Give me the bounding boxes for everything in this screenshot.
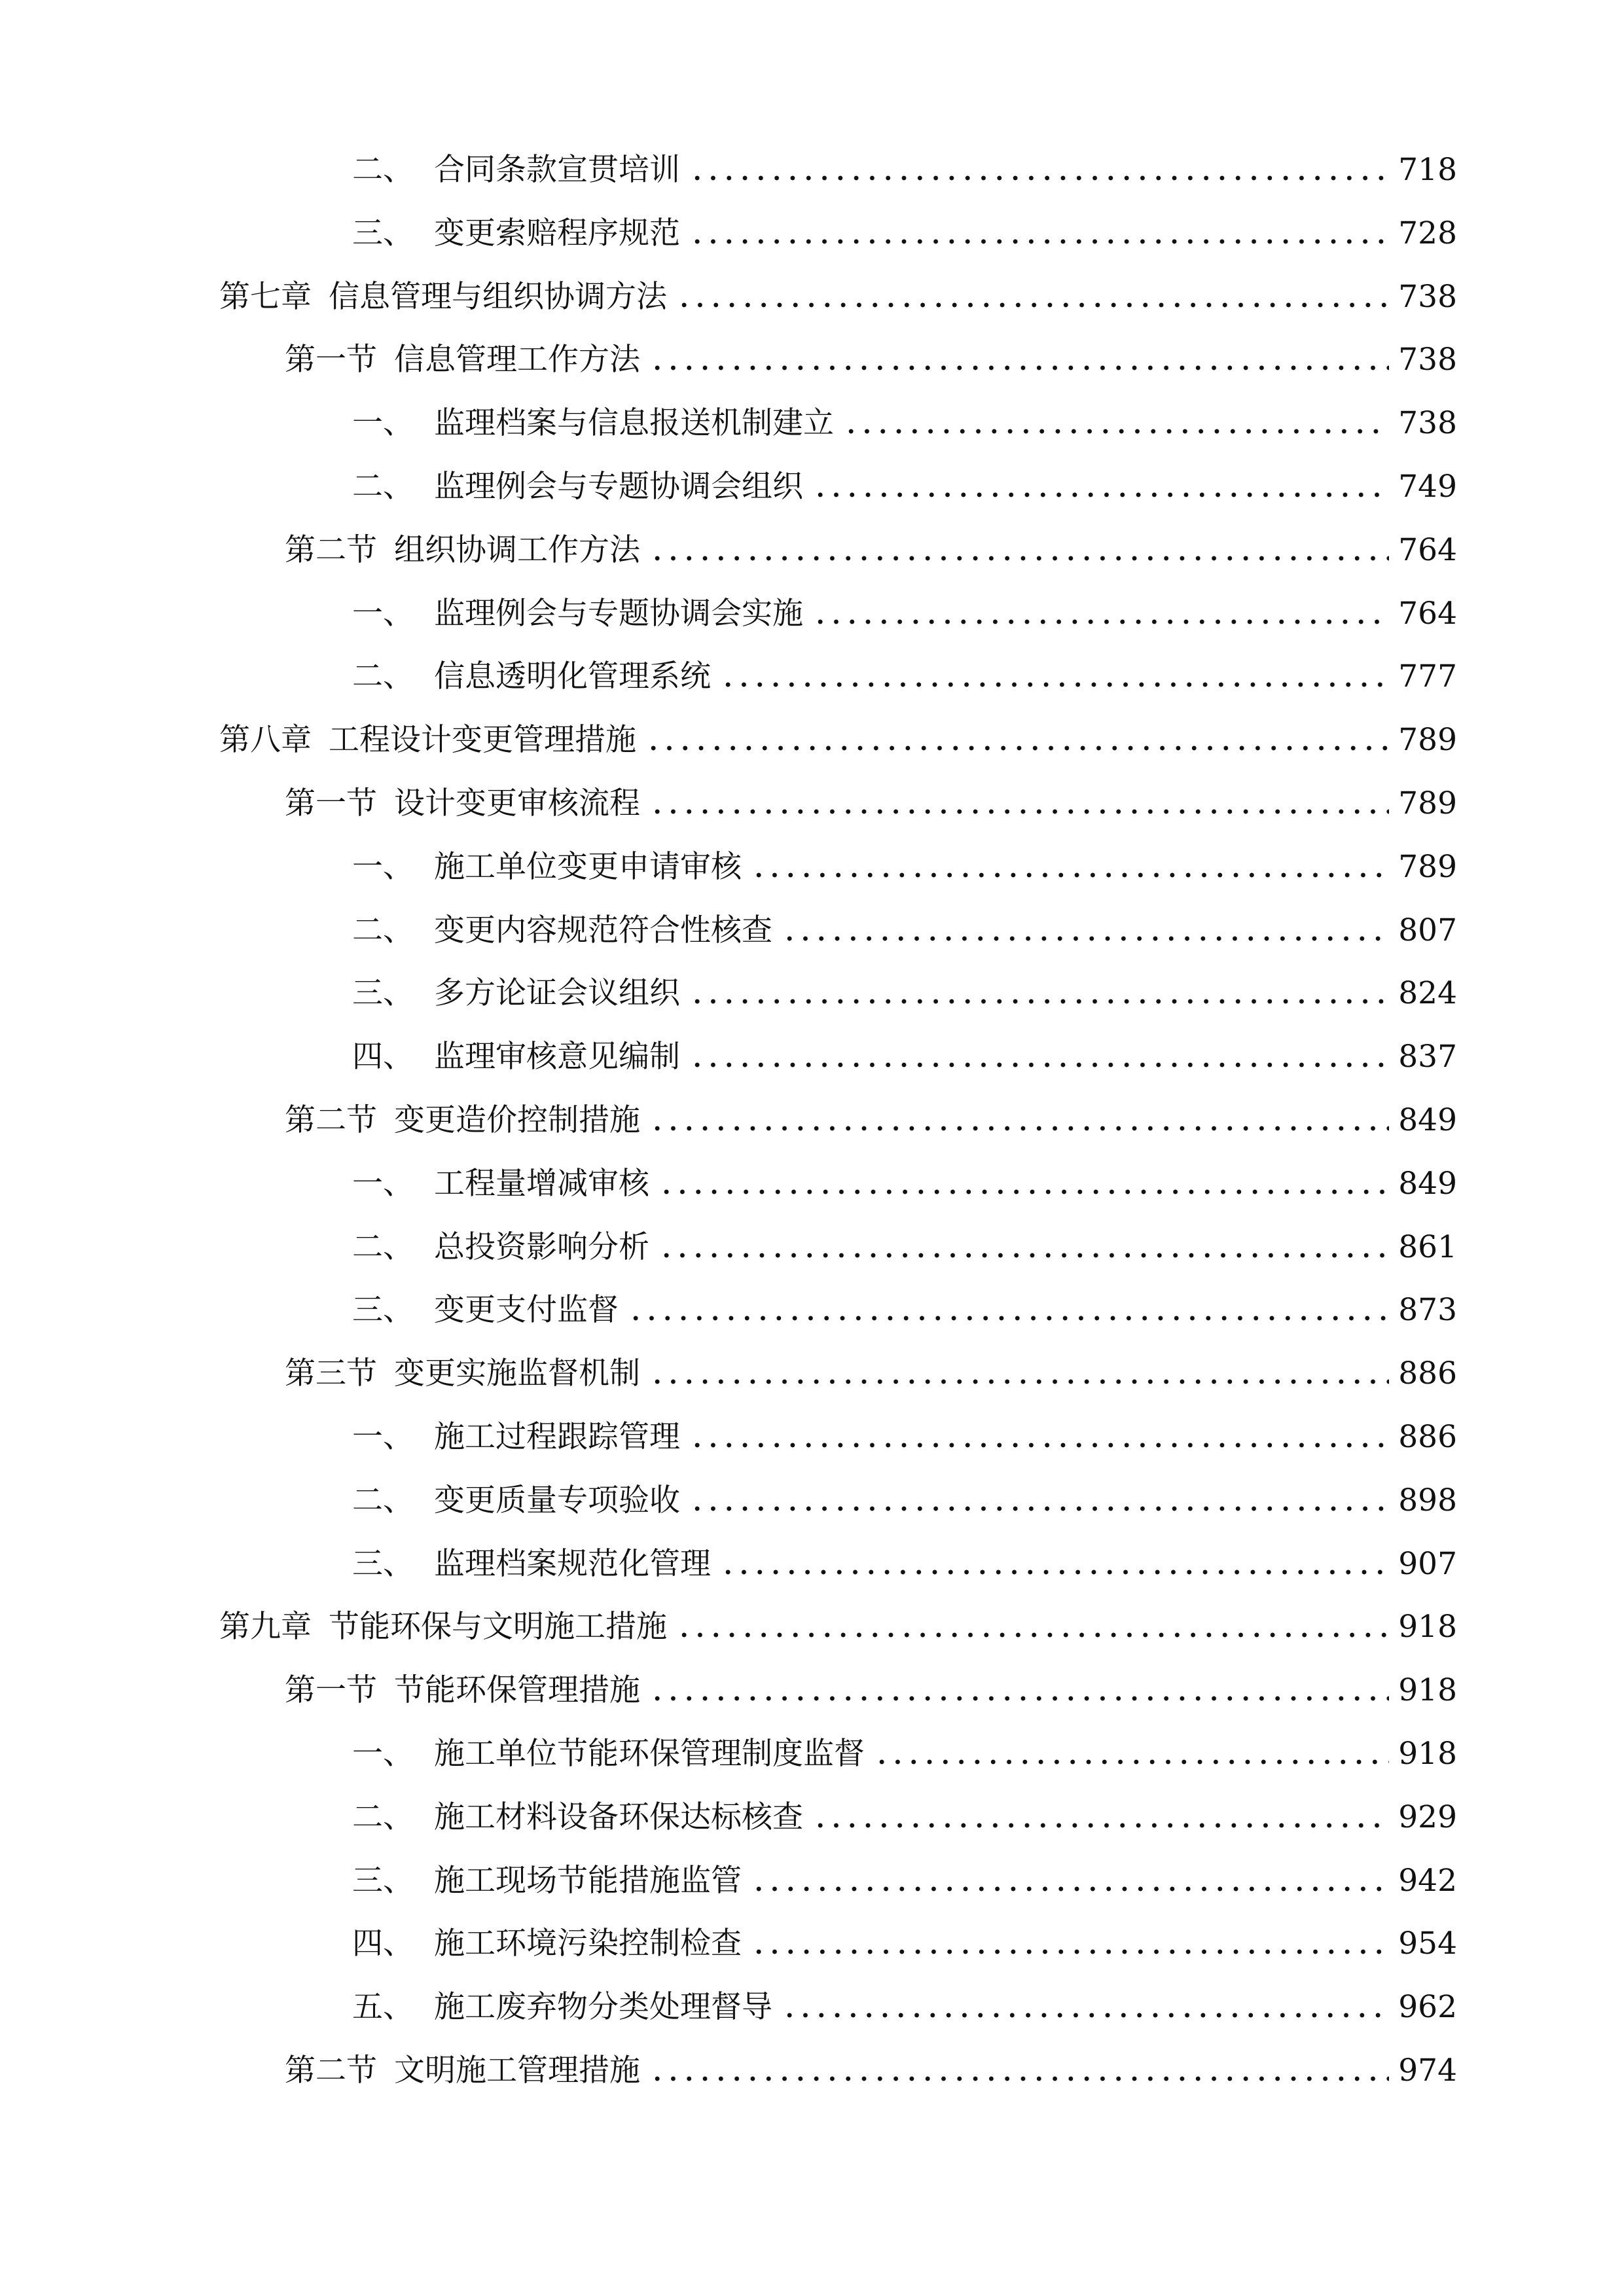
toc-entry-number: 二、 bbox=[352, 1229, 414, 1265]
toc-entry-number: 五、 bbox=[352, 1989, 414, 2026]
toc-page-number: 789 bbox=[1398, 722, 1457, 759]
dot-leader bbox=[812, 618, 1389, 626]
dot-leader bbox=[689, 1505, 1389, 1513]
toc-page-number: 837 bbox=[1398, 1039, 1457, 1075]
toc-subsection-entry[interactable] bbox=[352, 1797, 1457, 1839]
toc-entry-number: 第二节 bbox=[285, 2053, 377, 2089]
dot-leader bbox=[751, 871, 1389, 879]
toc-page-number: 824 bbox=[1398, 975, 1457, 1012]
toc-entry-title: 变更支付监督 bbox=[434, 1292, 619, 1329]
toc-section-entry[interactable] bbox=[285, 783, 1457, 825]
dot-leader bbox=[751, 1948, 1389, 1956]
toc-subsection-entry[interactable] bbox=[352, 910, 1457, 952]
dot-leader bbox=[812, 491, 1389, 499]
toc-entry-title: 监理例会与专题协调会实施 bbox=[434, 595, 803, 632]
toc-entry-number: 二、 bbox=[352, 469, 414, 505]
dot-leader bbox=[843, 427, 1389, 435]
toc-section-entry[interactable] bbox=[285, 1670, 1457, 1712]
toc-entry-title: 施工过程跟踪管理 bbox=[434, 1419, 680, 1455]
toc-entry-title: 施工现场节能措施监管 bbox=[434, 1862, 742, 1899]
toc-entry-title: 监理档案规范化管理 bbox=[434, 1545, 711, 1582]
toc-entry-title: 施工单位节能环保管理制度监督 bbox=[434, 1736, 865, 1772]
toc-entry-number: 第一节 bbox=[285, 1672, 377, 1709]
toc-entry-number: 二、 bbox=[352, 1482, 414, 1518]
dot-leader bbox=[812, 1821, 1389, 1829]
dot-leader bbox=[645, 744, 1389, 752]
dot-leader bbox=[751, 1885, 1389, 1893]
toc-section-entry[interactable] bbox=[285, 2050, 1457, 2092]
dot-leader bbox=[649, 1378, 1389, 1386]
dot-leader bbox=[689, 174, 1389, 182]
toc-page-number: 728 bbox=[1398, 215, 1457, 251]
toc-page-number: 886 bbox=[1398, 1355, 1457, 1392]
toc-entry-title: 变更索赔程序规范 bbox=[434, 215, 680, 251]
toc-page-number: 849 bbox=[1398, 1165, 1457, 1202]
toc-subsection-entry[interactable] bbox=[352, 593, 1457, 635]
toc-entry-number: 第二节 bbox=[285, 531, 377, 568]
toc-entry-title: 工程设计变更管理措施 bbox=[329, 722, 636, 759]
toc-subsection-entry[interactable] bbox=[352, 1923, 1457, 1965]
dot-leader bbox=[659, 1251, 1389, 1259]
dot-leader bbox=[649, 1124, 1389, 1132]
toc-entry-title: 节能环保管理措施 bbox=[394, 1672, 640, 1709]
dot-leader bbox=[720, 1568, 1389, 1576]
toc-page-number: 962 bbox=[1398, 1989, 1457, 2026]
toc-subsection-entry[interactable] bbox=[352, 846, 1457, 888]
toc-entry-title: 监理例会与专题协调会组织 bbox=[434, 469, 803, 505]
toc-entry-title: 多方论证会议组织 bbox=[434, 975, 680, 1012]
dot-leader bbox=[874, 1758, 1389, 1766]
toc-page-number: 777 bbox=[1398, 658, 1457, 695]
dot-leader bbox=[689, 1061, 1389, 1069]
toc-subsection-entry[interactable] bbox=[352, 403, 1457, 444]
toc-page-number: 718 bbox=[1398, 152, 1457, 188]
dot-leader bbox=[689, 238, 1389, 245]
dot-leader bbox=[676, 301, 1389, 309]
toc-page-number: 849 bbox=[1398, 1102, 1457, 1138]
toc-entry-title: 信息管理与组织协调方法 bbox=[329, 278, 667, 315]
dot-leader bbox=[628, 1314, 1389, 1322]
toc-subsection-entry[interactable] bbox=[352, 1416, 1457, 1458]
dot-leader bbox=[782, 935, 1389, 942]
toc-subsection-entry[interactable] bbox=[352, 1986, 1457, 2028]
toc-page-number: 929 bbox=[1398, 1799, 1457, 1835]
toc-chapter-entry[interactable] bbox=[219, 276, 1457, 318]
dot-leader bbox=[720, 681, 1389, 689]
toc-page-number: 898 bbox=[1398, 1482, 1457, 1518]
toc-entry-title: 变更内容规范符合性核查 bbox=[434, 912, 772, 948]
toc-chapter-entry[interactable] bbox=[219, 1606, 1457, 1648]
toc-entry-number: 一、 bbox=[352, 848, 414, 885]
toc-entry-number: 一、 bbox=[352, 595, 414, 632]
toc-entry-title: 设计变更审核流程 bbox=[394, 785, 640, 821]
toc-page-number: 907 bbox=[1398, 1545, 1457, 1582]
toc-subsection-entry[interactable] bbox=[352, 1227, 1457, 1268]
toc-entry-title: 变更实施监督机制 bbox=[394, 1355, 640, 1392]
dot-leader bbox=[649, 1695, 1389, 1702]
toc-page-number: 738 bbox=[1398, 342, 1457, 378]
toc-entry-title: 文明施工管理措施 bbox=[394, 2053, 640, 2089]
toc-page-number: 954 bbox=[1398, 1926, 1457, 1962]
toc-entry-number: 第一节 bbox=[285, 785, 377, 821]
toc-subsection-entry[interactable] bbox=[352, 1036, 1457, 1078]
toc-entry-number: 三、 bbox=[352, 975, 414, 1012]
toc-page-number: 861 bbox=[1398, 1229, 1457, 1265]
toc-entry-number: 三、 bbox=[352, 1862, 414, 1899]
toc-entry-number: 二、 bbox=[352, 152, 414, 188]
toc-entry-title: 施工单位变更申请审核 bbox=[434, 848, 742, 885]
toc-entry-title: 工程量增减审核 bbox=[434, 1165, 649, 1202]
toc-page-number: 738 bbox=[1398, 405, 1457, 442]
toc-entry-number: 第九章 bbox=[219, 1609, 312, 1645]
toc-entry-title: 施工环境污染控制检查 bbox=[434, 1926, 742, 1962]
toc-page-number: 807 bbox=[1398, 912, 1457, 948]
toc-page-number: 764 bbox=[1398, 595, 1457, 632]
toc-page-number: 918 bbox=[1398, 1672, 1457, 1709]
toc-entry-title: 监理审核意见编制 bbox=[434, 1039, 680, 1075]
toc-entry-number: 二、 bbox=[352, 658, 414, 695]
toc-entry-number: 二、 bbox=[352, 912, 414, 948]
toc-entry-number: 第三节 bbox=[285, 1355, 377, 1392]
toc-subsection-entry[interactable] bbox=[352, 1733, 1457, 1775]
toc-entry-title: 组织协调工作方法 bbox=[394, 531, 640, 568]
toc-section-entry[interactable] bbox=[285, 1353, 1457, 1395]
toc-subsection-entry[interactable] bbox=[352, 149, 1457, 191]
toc-entry-title: 变更造价控制措施 bbox=[394, 1102, 640, 1138]
toc-page-number: 789 bbox=[1398, 848, 1457, 885]
toc-entry-number: 三、 bbox=[352, 215, 414, 251]
toc-section-entry[interactable] bbox=[285, 339, 1457, 381]
toc-entry-number: 一、 bbox=[352, 1165, 414, 1202]
toc-subsection-entry[interactable] bbox=[352, 466, 1457, 508]
toc-page-number: 918 bbox=[1398, 1609, 1457, 1645]
toc-page-number: 886 bbox=[1398, 1419, 1457, 1455]
dot-leader bbox=[689, 1441, 1389, 1449]
dot-leader bbox=[649, 2075, 1389, 2083]
toc-entry-number: 第八章 bbox=[219, 722, 312, 759]
toc-entry-title: 信息透明化管理系统 bbox=[434, 658, 711, 695]
toc-section-entry[interactable] bbox=[285, 529, 1457, 571]
toc-entry-title: 合同条款宣贯培训 bbox=[434, 152, 680, 188]
toc-entry-title: 节能环保与文明施工措施 bbox=[329, 1609, 667, 1645]
toc-entry-number: 四、 bbox=[352, 1926, 414, 1962]
toc-entry-number: 第一节 bbox=[285, 342, 377, 378]
dot-leader bbox=[689, 997, 1389, 1005]
toc-subsection-entry[interactable] bbox=[352, 1163, 1457, 1205]
toc-subsection-entry[interactable] bbox=[352, 1480, 1457, 1522]
toc-page-number: 749 bbox=[1398, 469, 1457, 505]
toc-entry-number: 一、 bbox=[352, 1736, 414, 1772]
toc-entry-number: 一、 bbox=[352, 1419, 414, 1455]
toc-entry-number: 一、 bbox=[352, 405, 414, 442]
dot-leader bbox=[782, 2011, 1389, 2019]
toc-entry-number: 第七章 bbox=[219, 278, 312, 315]
dot-leader bbox=[676, 1631, 1389, 1639]
toc-entry-title: 总投资影响分析 bbox=[434, 1229, 649, 1265]
toc-page-number: 974 bbox=[1398, 2053, 1457, 2089]
toc-entry-title: 信息管理工作方法 bbox=[394, 342, 640, 378]
toc-page-number: 942 bbox=[1398, 1862, 1457, 1899]
toc-page-number: 789 bbox=[1398, 785, 1457, 821]
toc-page-number: 918 bbox=[1398, 1736, 1457, 1772]
toc-entry-number: 三、 bbox=[352, 1292, 414, 1329]
toc-subsection-entry[interactable] bbox=[352, 213, 1457, 255]
toc-entry-number: 四、 bbox=[352, 1039, 414, 1075]
dot-leader bbox=[649, 554, 1389, 562]
toc-page-number: 738 bbox=[1398, 278, 1457, 315]
toc-entry-title: 变更质量专项验收 bbox=[434, 1482, 680, 1518]
dot-leader bbox=[649, 808, 1389, 816]
toc-entry-number: 三、 bbox=[352, 1545, 414, 1582]
toc-entry-title: 施工废弃物分类处理督导 bbox=[434, 1989, 772, 2026]
toc-subsection-entry[interactable] bbox=[352, 1860, 1457, 1902]
toc-page-number: 873 bbox=[1398, 1292, 1457, 1329]
toc-entry-title: 监理档案与信息报送机制建立 bbox=[434, 405, 834, 442]
toc-subsection-entry[interactable] bbox=[352, 1289, 1457, 1331]
toc-section-entry[interactable] bbox=[285, 1100, 1457, 1141]
toc-page-number: 764 bbox=[1398, 531, 1457, 568]
dot-leader bbox=[649, 364, 1389, 372]
toc-subsection-entry[interactable] bbox=[352, 656, 1457, 698]
dot-leader bbox=[659, 1188, 1389, 1196]
toc-subsection-entry[interactable] bbox=[352, 1543, 1457, 1585]
toc-entry-number: 第二节 bbox=[285, 1102, 377, 1138]
toc-chapter-entry[interactable] bbox=[219, 719, 1457, 761]
toc-entry-title: 施工材料设备环保达标核查 bbox=[434, 1799, 803, 1835]
toc-entry-number: 二、 bbox=[352, 1799, 414, 1835]
toc-subsection-entry[interactable] bbox=[352, 973, 1457, 1014]
